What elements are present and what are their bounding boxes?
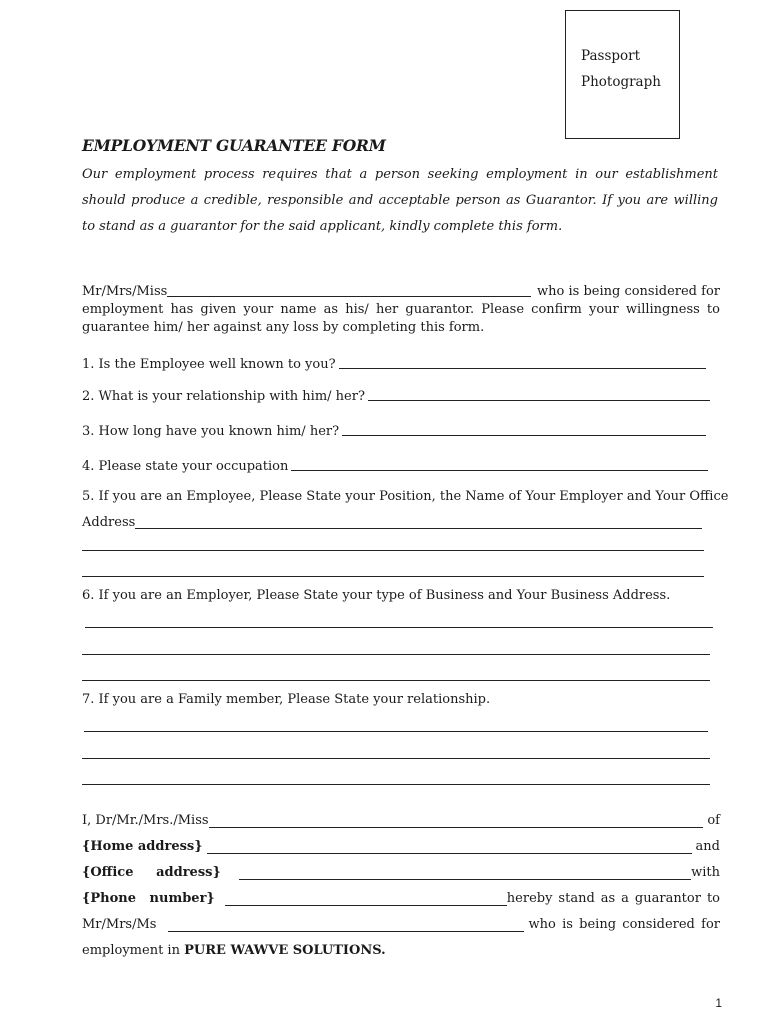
question-2-field[interactable] (368, 388, 710, 401)
office-address-field[interactable] (239, 867, 691, 880)
applicant-title-label: Mr/Mrs/Ms (82, 917, 157, 932)
photo-label-line1: Passport (581, 48, 641, 64)
question-6-text: 6. If you are an Employer, Please State your type of Business and Your Business Address. (82, 588, 671, 603)
para-rest: employment has given your name as his/ her guarantor. Please confirm your willingness to guarantee him/ her against any loss by completing this form. (82, 302, 720, 335)
guarantor-paragraph (82, 283, 720, 337)
question-5-text: 5. If you are an Employee, Please State your Position, the Name of Your Employer and Your Office (82, 489, 729, 504)
question-6-line-3[interactable] (82, 680, 710, 681)
passport-photo-box (565, 10, 680, 139)
declaration-employment-in: employment in (82, 943, 180, 958)
question-4-field[interactable] (291, 458, 708, 471)
question-7-line-2[interactable] (82, 758, 710, 759)
guarantor-name-field[interactable] (209, 815, 704, 828)
question-1 (82, 356, 706, 372)
question-1-field[interactable] (339, 356, 706, 369)
question-2-text: 2. What is your relationship with him/ her? (82, 389, 365, 404)
question-5-line-3[interactable] (82, 576, 704, 577)
question-3 (82, 423, 706, 439)
company-name: PURE WAWVE SOLUTIONS. (184, 943, 386, 958)
question-6-line-1[interactable] (85, 627, 713, 628)
declaration-with: with (691, 865, 720, 880)
phone-number-field[interactable] (225, 893, 507, 906)
office-address-label: {Office address} (82, 865, 221, 880)
question-3-field[interactable] (342, 423, 706, 436)
home-address-label: {Home address} (82, 839, 203, 854)
question-5-address-label: Address (82, 515, 136, 530)
question-5-address-field[interactable] (135, 516, 702, 529)
question-7-line-1[interactable] (84, 731, 708, 732)
intro-text: Our employment process requires that a person seeking employment in our establishment should produce a credible, responsible and acceptable person as Guarantor. If you are willing to stand as a guarantor for the said applicant, kindly complete this form. (82, 167, 718, 234)
question-4-text: 4. Please state your occupation (82, 459, 289, 474)
declaration-hereby: hereby stand as a guarantor to (506, 891, 720, 906)
photo-label-line2: Photograph (581, 74, 661, 90)
question-2 (82, 388, 710, 404)
question-7 (82, 692, 490, 707)
form-title: EMPLOYMENT GUARANTEE FORM (82, 136, 386, 155)
question-1-text: 1. Is the Employee well known to you? (82, 357, 336, 372)
applicant-name-field[interactable] (167, 284, 531, 297)
phone-number-label: {Phone number} (82, 891, 215, 906)
declaration-and: and (695, 839, 720, 854)
declaration-name-label: I, Dr/Mr./Mrs./Miss (82, 813, 209, 828)
question-3-text: 3. How long have you known him/ her? (82, 424, 340, 439)
question-6 (82, 588, 670, 603)
page-number: 1 (715, 996, 722, 1010)
question-4 (82, 458, 708, 474)
question-5 (82, 484, 729, 536)
question-7-text: 7. If you are a Family member, Please State your relationship. (82, 692, 491, 707)
applicant-name-field-2[interactable] (168, 919, 524, 932)
question-7-line-3[interactable] (82, 784, 710, 785)
declaration-considered: who is being considered for (528, 917, 720, 932)
home-address-field[interactable] (207, 841, 692, 854)
declaration-of: of (707, 813, 720, 828)
guarantor-declaration (82, 808, 720, 964)
question-6-line-2[interactable] (82, 654, 710, 655)
para-suffix: who is being considered for (537, 284, 720, 299)
question-5-line-2[interactable] (82, 550, 704, 551)
para-prefix: Mr/Mrs/Miss (82, 284, 168, 299)
